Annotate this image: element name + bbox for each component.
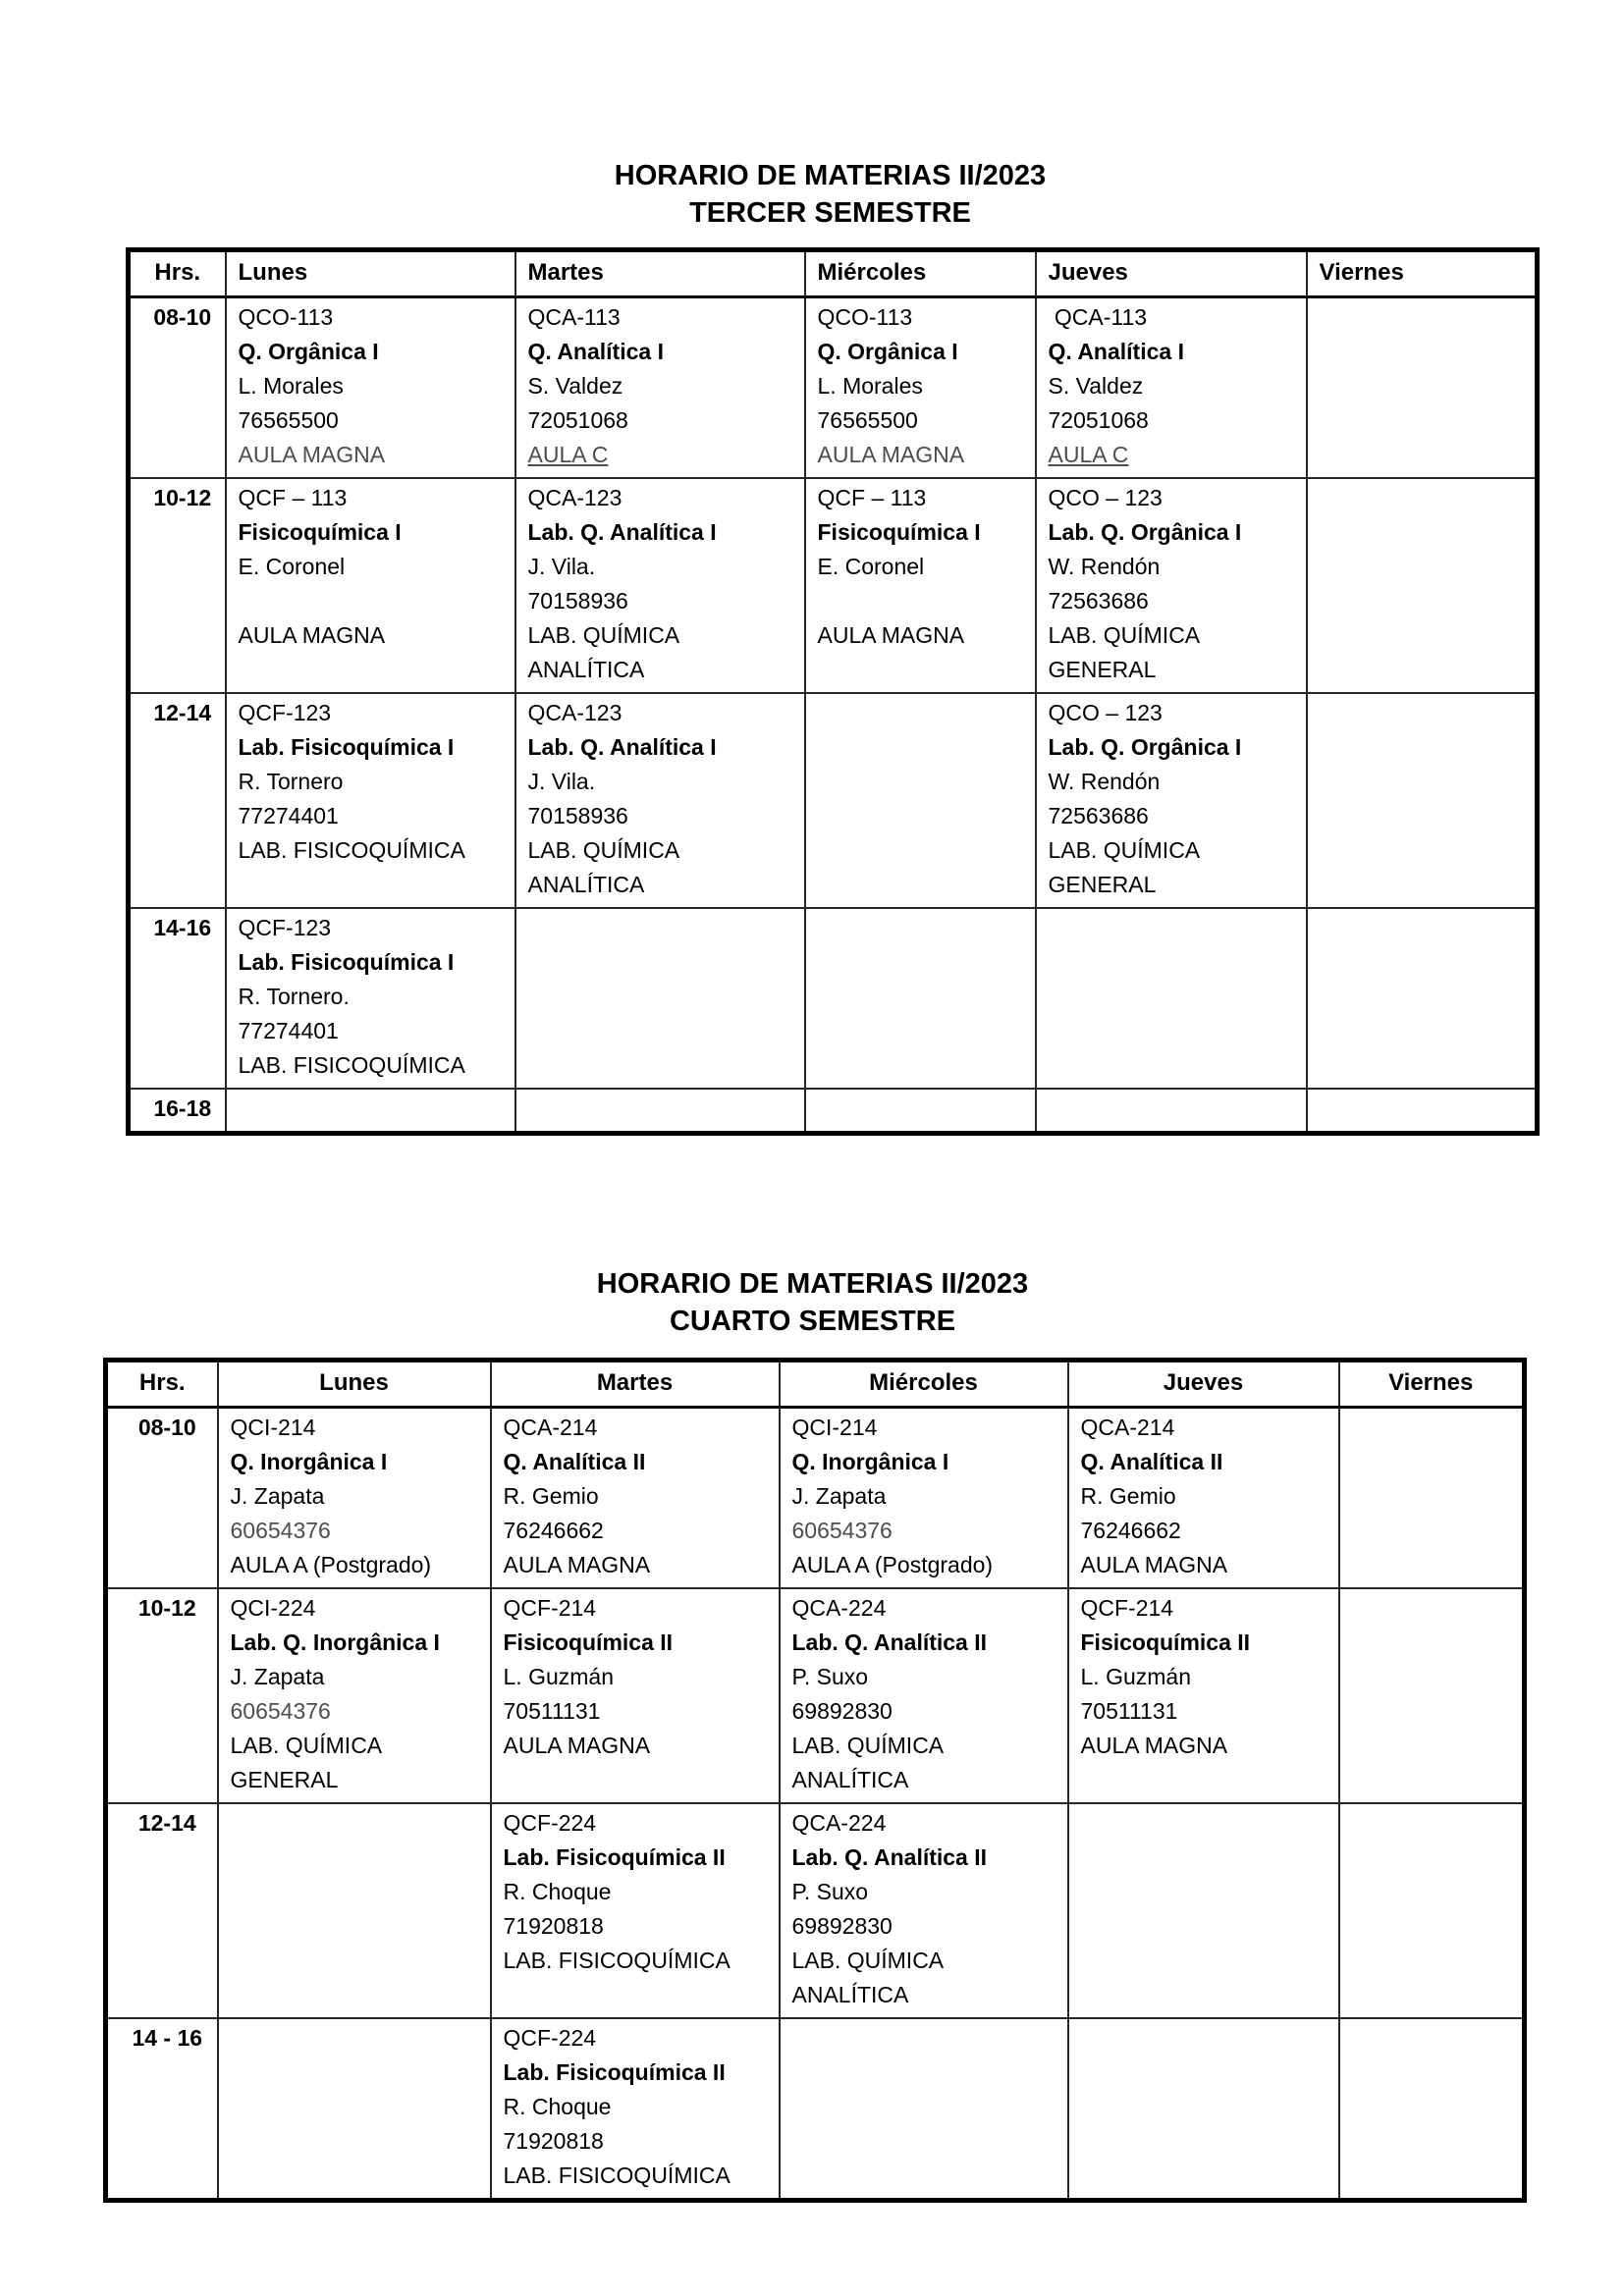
phone-number: 76565500 <box>238 407 339 433</box>
room-line: ANALÍTICA <box>527 657 645 682</box>
schedule-cell <box>218 1408 491 1589</box>
schedule-cell <box>780 1588 1068 1803</box>
schedule-cell <box>491 1408 780 1589</box>
room-line: AULA MAGNA <box>238 622 386 648</box>
phone-number: 71920818 <box>503 2128 604 2154</box>
table-row <box>129 693 1538 908</box>
schedule-table-wrap-tercer <box>126 247 1624 1136</box>
hour-label: 12-14 <box>106 1803 218 2018</box>
course-name: Lab. Q. Analítica I <box>527 519 717 545</box>
table-row <box>106 1803 1525 2018</box>
room-line: AULA MAGNA <box>1080 1552 1228 1577</box>
schedule-cell <box>1036 908 1307 1089</box>
room-line: AULA MAGNA <box>503 1552 651 1577</box>
teacher-name: W. Rendón <box>1048 554 1161 579</box>
course-code: QCA-224 <box>791 1595 887 1621</box>
table-row <box>106 1588 1525 1803</box>
blank-line <box>818 584 1033 618</box>
course-code: QCF – 113 <box>817 485 927 510</box>
teacher-name: S. Valdez <box>1048 373 1144 399</box>
room-line: AULA MAGNA <box>1080 1733 1228 1758</box>
room-line: LAB. QUÍMICA <box>527 622 680 648</box>
table-row <box>129 1089 1538 1134</box>
room-line: ANALÍTICA <box>791 1982 909 2007</box>
room-line: AULA MAGNA <box>817 622 965 648</box>
course-code: QCF-224 <box>503 2025 597 2051</box>
table-row <box>129 908 1538 1089</box>
course-code: QCI-224 <box>230 1595 316 1621</box>
course-name: Q. Analítica II <box>1080 1449 1223 1474</box>
teacher-name: R. Gemio <box>503 1483 599 1509</box>
blank-line <box>239 584 513 618</box>
course-name: Lab. Fisicoquímica II <box>503 1844 726 1870</box>
course-code: QCF-123 <box>238 700 332 725</box>
column-header-lunes: Lunes <box>226 250 515 297</box>
teacher-name: R. Tornero. <box>238 984 350 1009</box>
course-name: Lab. Fisicoquímica I <box>238 949 455 975</box>
phone-number: 69892830 <box>791 1698 893 1724</box>
schedule-cell <box>1068 2018 1339 2201</box>
schedule-cell <box>1307 297 1538 479</box>
column-header-viernes: Viernes <box>1307 250 1538 297</box>
hour-label: 08-10 <box>129 297 226 479</box>
teacher-name: S. Valdez <box>527 373 623 399</box>
hour-label: 10-12 <box>106 1588 218 1803</box>
phone-number: 76246662 <box>1080 1518 1181 1543</box>
course-name: Lab. Q. Orgânica I <box>1048 519 1242 545</box>
phone-number: 60654376 <box>230 1698 331 1724</box>
course-code: QCA-123 <box>527 485 623 510</box>
schedule-cell <box>515 478 805 693</box>
phone-number: 76246662 <box>503 1518 604 1543</box>
schedule-cell <box>218 1588 491 1803</box>
teacher-name: J. Zapata <box>791 1483 887 1509</box>
schedule-title-line2: CUARTO SEMESTRE <box>669 1306 956 1337</box>
table-row <box>106 1408 1525 1589</box>
tercer-semestre-section <box>0 0 1624 1136</box>
course-code: QCA-113 <box>527 304 621 330</box>
room-line: GENERAL <box>1048 872 1157 897</box>
schedule-cell <box>1307 693 1538 908</box>
room-line: LAB. QUÍMICA <box>1048 837 1201 863</box>
course-name: Q. Inorgânica I <box>230 1449 388 1474</box>
header-row <box>129 250 1538 297</box>
hour-label: 12-14 <box>129 693 226 908</box>
teacher-name: P. Suxo <box>791 1879 869 1904</box>
phone-number: 72563686 <box>1048 588 1149 614</box>
schedule-table-wrap-cuarto <box>103 1358 1624 2203</box>
schedule-title-cuarto <box>103 1265 1522 1340</box>
schedule-cell <box>515 1089 805 1134</box>
teacher-name: W. Rendón <box>1048 769 1161 794</box>
column-header-mircoles: Miércoles <box>780 1361 1068 1408</box>
schedule-cell <box>226 908 515 1089</box>
course-code: QCA-113 <box>1048 304 1148 330</box>
column-header-lunes: Lunes <box>218 1361 491 1408</box>
schedule-cell <box>515 297 805 479</box>
schedule-cell <box>218 1803 491 2018</box>
course-name: Fisicoquímica II <box>1080 1629 1251 1655</box>
schedule-cell <box>226 1089 515 1134</box>
teacher-name: J. Zapata <box>230 1664 325 1689</box>
hour-label: 14 - 16 <box>106 2018 218 2201</box>
table-row <box>106 2018 1525 2201</box>
schedule-table-tercer-semestre <box>126 247 1540 1136</box>
column-header-jueves: Jueves <box>1068 1361 1339 1408</box>
header-row <box>106 1361 1525 1408</box>
column-header-hrs: Hrs. <box>106 1361 218 1408</box>
teacher-name: L. Guzmán <box>1080 1664 1191 1689</box>
schedule-cell <box>1068 1803 1339 2018</box>
room-line: LAB. FISICOQUÍMICA <box>238 837 465 863</box>
schedule-cell <box>515 693 805 908</box>
course-name: Q. Analítica I <box>1048 339 1184 364</box>
column-header-hrs: Hrs. <box>129 250 226 297</box>
schedule-title-line2: TERCER SEMESTRE <box>689 197 971 229</box>
table-row <box>129 478 1538 693</box>
course-name: Fisicoquímica II <box>503 1629 674 1655</box>
course-code: QCI-214 <box>791 1415 878 1440</box>
cuarto-semestre-section <box>0 1136 1624 2203</box>
schedule-cell <box>1307 908 1538 1089</box>
phone-number: 77274401 <box>238 803 339 828</box>
schedule-cell <box>1339 1408 1525 1589</box>
schedule-cell <box>1307 478 1538 693</box>
schedule-cell <box>805 693 1036 908</box>
teacher-name: L. Guzmán <box>503 1664 614 1689</box>
teacher-name: J. Vila. <box>527 769 596 794</box>
phone-number: 70158936 <box>527 803 628 828</box>
course-name: Lab. Q. Analítica II <box>791 1844 988 1870</box>
room-line: AULA A (Postgrado) <box>230 1552 432 1577</box>
room-line: LAB. QUÍMICA <box>1048 622 1201 648</box>
schedule-table-cuarto-semestre <box>103 1358 1527 2203</box>
schedule-title-line1: HORARIO DE MATERIAS II/2023 <box>596 1268 1029 1300</box>
course-code: QCF-123 <box>238 915 332 940</box>
course-name: Fisicoquímica I <box>238 519 402 545</box>
schedule-cell <box>805 908 1036 1089</box>
teacher-name: R. Tornero <box>238 769 344 794</box>
teacher-name: L. Morales <box>238 373 344 399</box>
schedule-cell <box>780 2018 1068 2201</box>
schedule-cell <box>491 1588 780 1803</box>
room-line: LAB. FISICOQUÍMICA <box>503 1948 731 1973</box>
column-header-jueves: Jueves <box>1036 250 1307 297</box>
phone-number: 60654376 <box>791 1518 893 1543</box>
column-header-viernes: Viernes <box>1339 1361 1525 1408</box>
column-header-mircoles: Miércoles <box>805 250 1036 297</box>
course-code: QCF-214 <box>503 1595 597 1621</box>
room-line: AULA C <box>527 442 609 467</box>
schedule-cell <box>226 693 515 908</box>
course-code: QCO-113 <box>817 304 913 330</box>
course-name: Q. Analítica II <box>503 1449 646 1474</box>
course-name: Lab. Fisicoquímica II <box>503 2059 726 2085</box>
room-line: AULA A (Postgrado) <box>791 1552 994 1577</box>
phone-number: 70511131 <box>503 1698 601 1724</box>
schedule-title-line1: HORARIO DE MATERIAS II/2023 <box>614 160 1047 191</box>
course-code: QCA-214 <box>1080 1415 1175 1440</box>
schedule-cell <box>805 1089 1036 1134</box>
phone-number: 77274401 <box>238 1018 339 1043</box>
schedule-cell <box>226 297 515 479</box>
room-line: AULA C <box>1048 442 1129 467</box>
schedule-cell <box>1036 1089 1307 1134</box>
room-line: AULA MAGNA <box>503 1733 651 1758</box>
hour-label: 10-12 <box>129 478 226 693</box>
phone-number: 70158936 <box>527 588 628 614</box>
schedule-cell <box>1036 297 1307 479</box>
course-code: QCA-214 <box>503 1415 598 1440</box>
room-line: LAB. FISICOQUÍMICA <box>503 2163 731 2188</box>
schedule-title-tercer <box>126 157 1535 232</box>
schedule-cell <box>1068 1588 1339 1803</box>
schedule-cell <box>805 297 1036 479</box>
room-line: LAB. QUÍMICA <box>791 1948 945 1973</box>
course-code: QCO – 123 <box>1048 485 1163 510</box>
room-line: GENERAL <box>230 1767 339 1792</box>
course-name: Q. Orgânica I <box>817 339 958 364</box>
schedule-cell <box>805 478 1036 693</box>
room-line: LAB. FISICOQUÍMICA <box>238 1052 465 1078</box>
schedule-cell <box>491 2018 780 2201</box>
schedule-cell <box>491 1803 780 2018</box>
room-line: AULA MAGNA <box>817 442 965 467</box>
phone-number: 70511131 <box>1080 1698 1178 1724</box>
room-line: ANALÍTICA <box>791 1767 909 1792</box>
schedule-cell <box>1339 2018 1525 2201</box>
teacher-name: R. Choque <box>503 2094 612 2119</box>
table-row <box>129 297 1538 479</box>
schedule-cell <box>1036 478 1307 693</box>
course-name: Lab. Q. Analítica II <box>791 1629 988 1655</box>
course-code: QCA-123 <box>527 700 623 725</box>
course-name: Lab. Q. Inorgânica I <box>230 1629 440 1655</box>
course-code: QCF-214 <box>1080 1595 1174 1621</box>
phone-number: 72563686 <box>1048 803 1149 828</box>
course-code: QCA-224 <box>791 1810 887 1836</box>
teacher-name: J. Zapata <box>230 1483 325 1509</box>
hour-label: 08-10 <box>106 1408 218 1589</box>
phone-number: 76565500 <box>817 407 918 433</box>
column-header-martes: Martes <box>515 250 805 297</box>
course-code: QCI-214 <box>230 1415 316 1440</box>
teacher-name: L. Morales <box>817 373 923 399</box>
course-code: QCF-224 <box>503 1810 597 1836</box>
phone-number: 72051068 <box>1048 407 1149 433</box>
hour-label: 14-16 <box>129 908 226 1089</box>
column-header-martes: Martes <box>491 1361 780 1408</box>
phone-number: 71920818 <box>503 1913 604 1939</box>
room-line: LAB. QUÍMICA <box>791 1733 945 1758</box>
course-name: Fisicoquímica I <box>817 519 981 545</box>
room-line: LAB. QUÍMICA <box>527 837 680 863</box>
phone-number: 72051068 <box>527 407 628 433</box>
course-code: QCO – 123 <box>1048 700 1163 725</box>
phone-number: 60654376 <box>230 1518 331 1543</box>
room-line: LAB. QUÍMICA <box>230 1733 383 1758</box>
teacher-name: R. Choque <box>503 1879 612 1904</box>
hour-label: 16-18 <box>129 1089 226 1134</box>
course-name: Lab. Q. Orgânica I <box>1048 734 1242 760</box>
schedule-cell <box>226 478 515 693</box>
phone-number: 69892830 <box>791 1913 893 1939</box>
schedule-cell <box>780 1803 1068 2018</box>
room-line: AULA MAGNA <box>238 442 386 467</box>
schedule-cell <box>1068 1408 1339 1589</box>
course-name: Q. Inorgânica I <box>791 1449 949 1474</box>
teacher-name: J. Vila. <box>527 554 596 579</box>
room-line: ANALÍTICA <box>527 872 645 897</box>
schedule-cell <box>1339 1803 1525 2018</box>
course-name: Lab. Q. Analítica I <box>527 734 717 760</box>
teacher-name: R. Gemio <box>1080 1483 1176 1509</box>
teacher-name: E. Coronel <box>817 554 925 579</box>
teacher-name: P. Suxo <box>791 1664 869 1689</box>
schedule-cell <box>780 1408 1068 1589</box>
schedule-cell <box>1307 1089 1538 1134</box>
schedule-cell <box>515 908 805 1089</box>
room-line: GENERAL <box>1048 657 1157 682</box>
course-name: Q. Orgânica I <box>238 339 379 364</box>
course-code: QCF – 113 <box>238 485 348 510</box>
course-name: Lab. Fisicoquímica I <box>238 734 455 760</box>
course-code: QCO-113 <box>238 304 334 330</box>
schedule-cell <box>1339 1588 1525 1803</box>
schedule-cell <box>1036 693 1307 908</box>
teacher-name: E. Coronel <box>238 554 346 579</box>
schedule-cell <box>218 2018 491 2201</box>
course-name: Q. Analítica I <box>527 339 664 364</box>
